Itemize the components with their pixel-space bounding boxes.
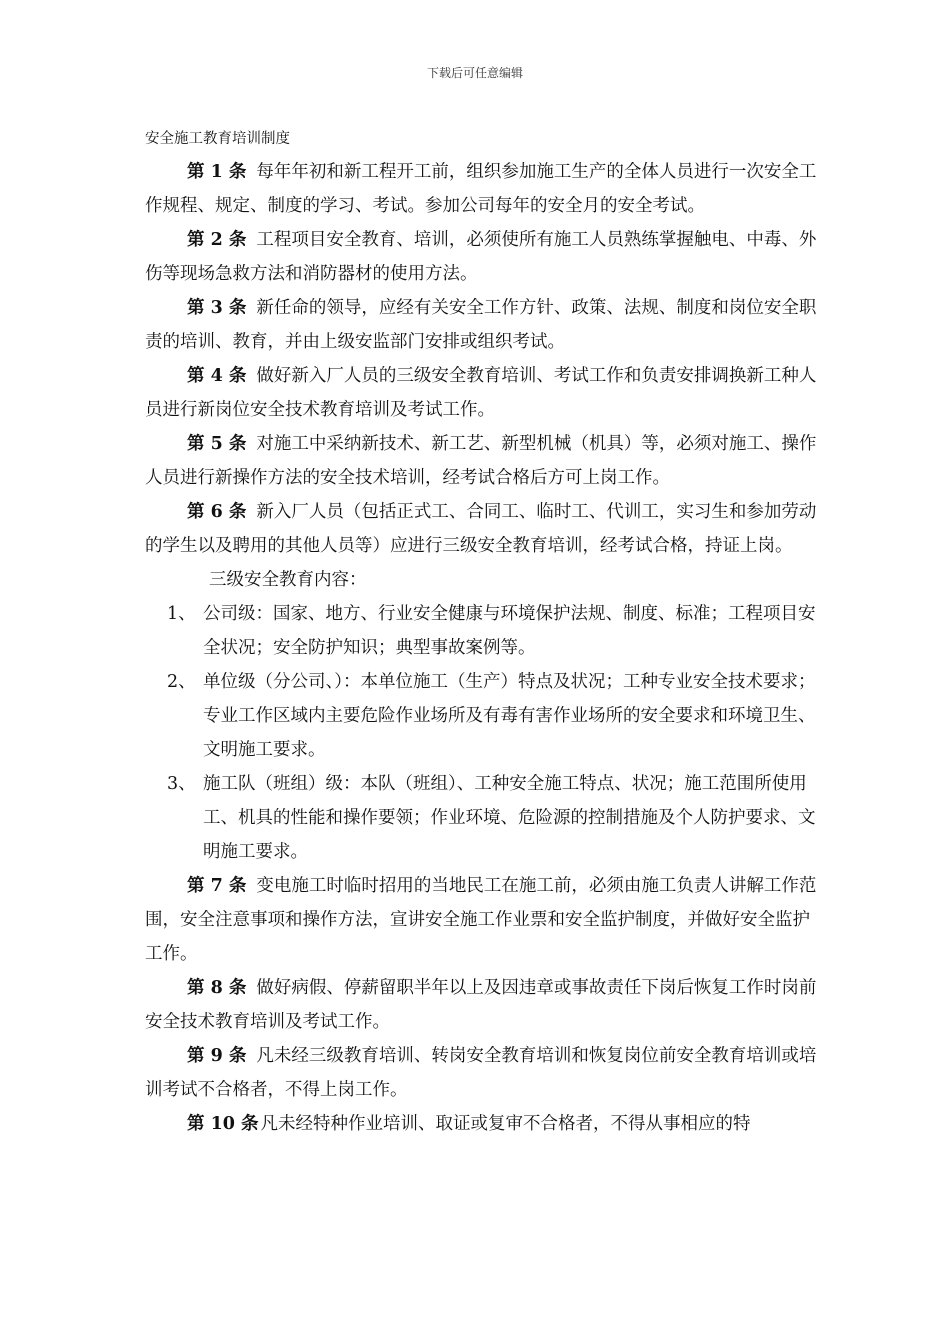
article-label: 第 9 条 xyxy=(187,1046,247,1066)
article-2 xyxy=(145,223,825,291)
article-text: 新入厂人员（包括正式工、合同工、临时工、代训工，实习生和参加劳动的学生以及聘用的其他人员等）应进行三级安全教育培训，经考试合格，持证上岗。 xyxy=(145,502,817,556)
article-text: 凡未经特种作业培训、取证或复审不合格者，不得从事相应的特 xyxy=(260,1114,751,1134)
article-1 xyxy=(145,155,825,223)
list-number: 3、 xyxy=(167,774,196,794)
article-7 xyxy=(145,869,825,971)
article-text: 做好新入厂人员的三级安全教育培训、考试工作和负责安排调换新工种人员进行新岗位安全技术教育培训及考试工作。 xyxy=(145,366,817,420)
article-text: 工程项目安全教育、培训，必须使所有施工人员熟练掌握触电、中毒、外伤等现场急救方法和消防器材的使用方法。 xyxy=(145,230,817,284)
article-text: 凡未经三级教育培训、转岗安全教育培训和恢复岗位前安全教育培训或培训考试不合格者，不得上岗工作。 xyxy=(145,1046,817,1100)
article-4 xyxy=(145,359,825,427)
list-number: 1、 xyxy=(167,604,196,624)
article-9 xyxy=(145,1039,825,1107)
article-3 xyxy=(145,291,825,359)
sub-heading: 三级安全教育内容： xyxy=(209,570,367,590)
article-label: 第 7 条 xyxy=(187,876,247,896)
list-item-1 xyxy=(145,597,825,665)
list-item-text: 公司级：国家、地方、行业安全健康与环境保护法规、制度、标准；工程项目安全状况；安全防护知识；典型事故案例等。 xyxy=(203,604,816,658)
document-body xyxy=(145,155,825,1141)
list-item-3 xyxy=(145,767,825,869)
article-6 xyxy=(145,495,825,563)
article-label: 第 10 条 xyxy=(187,1114,259,1134)
article-label: 第 6 条 xyxy=(187,502,247,522)
article-label: 第 8 条 xyxy=(187,978,247,998)
article-text: 新任命的领导，应经有关安全工作方针、政策、法规、制度和岗位安全职责的培训、教育，并由上级安监部门安排或组织考试。 xyxy=(145,298,817,352)
article-label: 第 4 条 xyxy=(187,366,247,386)
list-item-2 xyxy=(145,665,825,767)
article-8 xyxy=(145,971,825,1039)
article-text: 每年年初和新工程开工前，组织参加施工生产的全体人员进行一次安全工作规程、规定、制度的学习、考试。参加公司每年的安全月的安全考试。 xyxy=(145,162,817,216)
article-text: 做好病假、停薪留职半年以上及因违章或事故责任下岗后恢复工作时岗前安全技术教育培训及考试工作。 xyxy=(145,978,817,1032)
article-5 xyxy=(145,427,825,495)
page-header: 下载后可任意编辑 xyxy=(426,66,523,80)
article-label: 第 3 条 xyxy=(187,298,247,318)
list-number: 2、 xyxy=(167,672,196,692)
document-title: 安全施工教育培训制度 xyxy=(145,131,290,147)
list-item-text: 单位级（分公司、）：本单位施工（生产）特点及状况；工种专业安全技术要求；专业工作区域内主要危险作业场所及有毒有害作业场所的安全要求和环境卫生、文明施工要求。 xyxy=(203,672,816,760)
article-10 xyxy=(145,1107,825,1141)
article-label: 第 2 条 xyxy=(187,230,247,250)
article-text: 变电施工时临时招用的当地民工在施工前，必须由施工负责人讲解工作范围，安全注意事项和操作方法，宣讲安全施工作业票和安全监护制度，并做好安全监护工作。 xyxy=(145,876,817,964)
article-label: 第 5 条 xyxy=(187,434,247,454)
article-label: 第 1 条 xyxy=(187,162,247,182)
list-item-text: 施工队（班组）级：本队（班组）、工种安全施工特点、状况；施工范围所使用工、机具的性能和操作要领；作业环境、危险源的控制措施及个人防护要求、文明施工要求。 xyxy=(203,774,816,862)
article-text: 对施工中采纳新技术、新工艺、新型机械（机具）等，必须对施工、操作人员进行新操作方法的安全技术培训，经考试合格后方可上岗工作。 xyxy=(145,434,817,488)
